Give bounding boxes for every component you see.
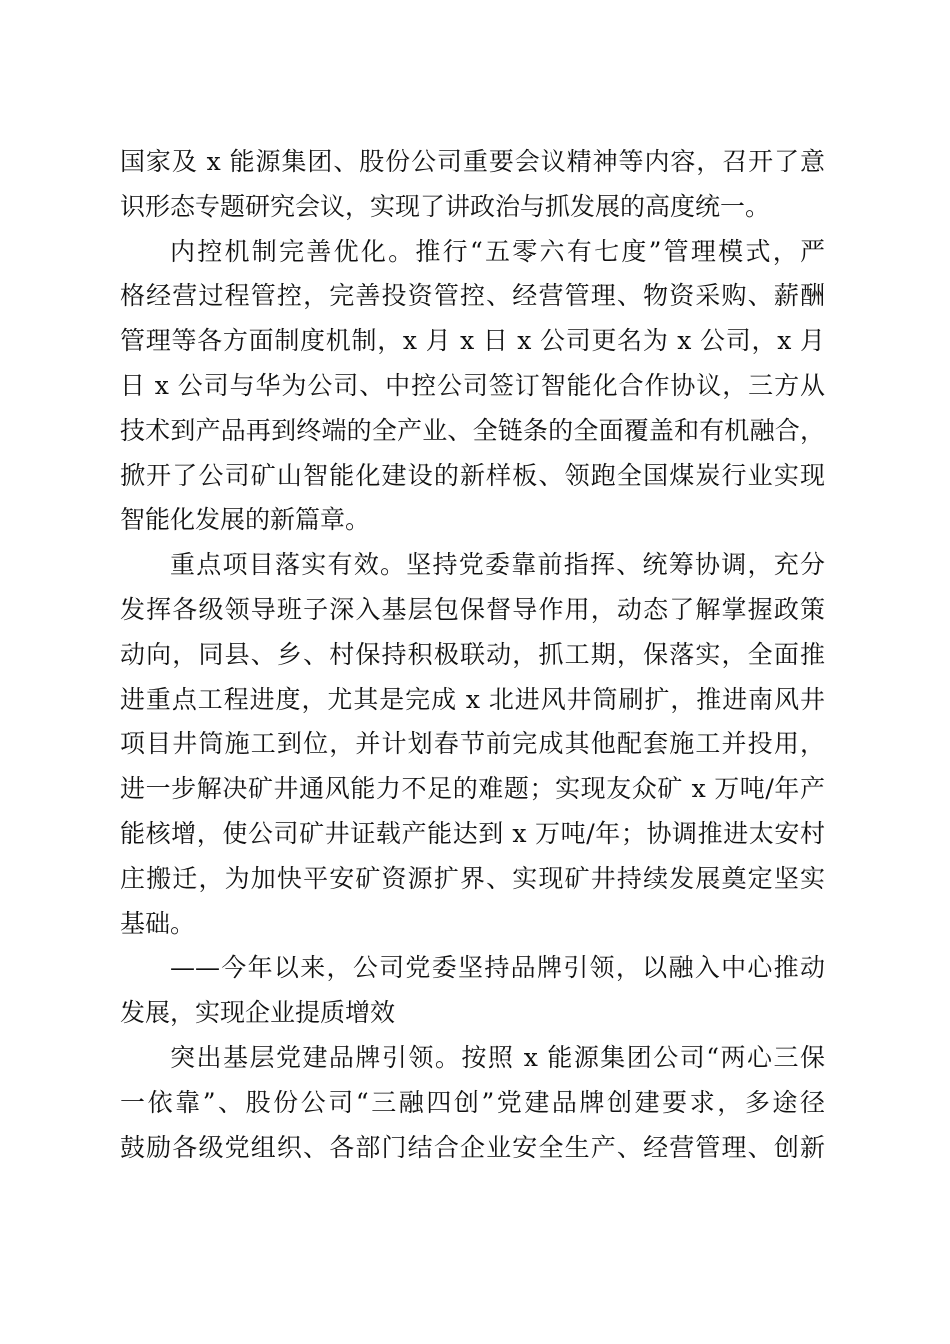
text-line: 庄搬迁，为加快平安矿资源扩界、实现矿井持续发展奠定坚实 (120, 863, 825, 893)
text-line: ——今年以来，公司党委坚持品牌引领，以融入中心推动 (170, 953, 825, 983)
text-line: 鼓励各级党组织、各部门结合企业安全生产、经营管理、创新 (120, 1132, 825, 1162)
text-line: 项目井筒施工到位，并计划春节前完成其他配套施工并投用， (120, 729, 825, 759)
text-line: 进一步解决矿井通风能力不足的难题；实现友众矿 x 万吨/年产 (120, 774, 825, 804)
document-body (120, 140, 825, 1170)
text-line: 一依靠”、股份公司“三融四创”党建品牌创建要求，多途径 (120, 1087, 825, 1117)
text-line: 动向，同县、乡、村保持积极联动，抓工期，保落实，全面推 (120, 639, 825, 669)
text-line: 识形态专题研究会议，实现了讲政治与抓发展的高度统一。 (120, 191, 771, 221)
text-line: 日 x 公司与华为公司、中控公司签订智能化合作协议，三方从 (120, 370, 825, 400)
text-line: 进重点工程进度，尤其是完成 x 北进风井筒刷扩，推进南风井 (120, 684, 825, 714)
paragraph-party-brand (120, 1036, 825, 1170)
text-line: 能核增，使公司矿井证载产能达到 x 万吨/年；协调推进太安村 (120, 818, 825, 848)
text-line: 基础。 (120, 908, 196, 938)
paragraph-key-projects (120, 543, 825, 946)
text-line: 内控机制完善优化。推行“五零六有七度”管理模式，严 (170, 236, 825, 266)
text-line: 智能化发展的新篇章。 (120, 505, 371, 535)
text-line: 技术到产品再到终端的全产业、全链条的全面覆盖和有机融合， (120, 415, 825, 445)
text-line: 掀开了公司矿山智能化建设的新样板、领跑全国煤炭行业实现 (120, 460, 825, 490)
text-line: 格经营过程管控，完善投资管控、经营管理、物资采购、薪酬 (120, 281, 825, 311)
text-line: 管理等各方面制度机制，x 月 x 日 x 公司更名为 x 公司，x 月 (120, 326, 825, 356)
section-heading-brand-leading (120, 946, 825, 1036)
text-line: 国家及 x 能源集团、股份公司重要会议精神等内容，召开了意 (120, 147, 825, 176)
text-line: 突出基层党建品牌引领。按照 x 能源集团公司“两心三保 (170, 1042, 825, 1072)
paragraph-internal-control (120, 230, 825, 544)
paragraph-meeting-spirit (120, 140, 825, 230)
text-line: 重点项目落实有效。坚持党委靠前指挥、统筹协调，充分 (170, 550, 825, 580)
text-line: 发挥各级领导班子深入基层包保督导作用，动态了解掌握政策 (120, 594, 825, 624)
text-line: 发展，实现企业提质增效 (120, 998, 396, 1028)
